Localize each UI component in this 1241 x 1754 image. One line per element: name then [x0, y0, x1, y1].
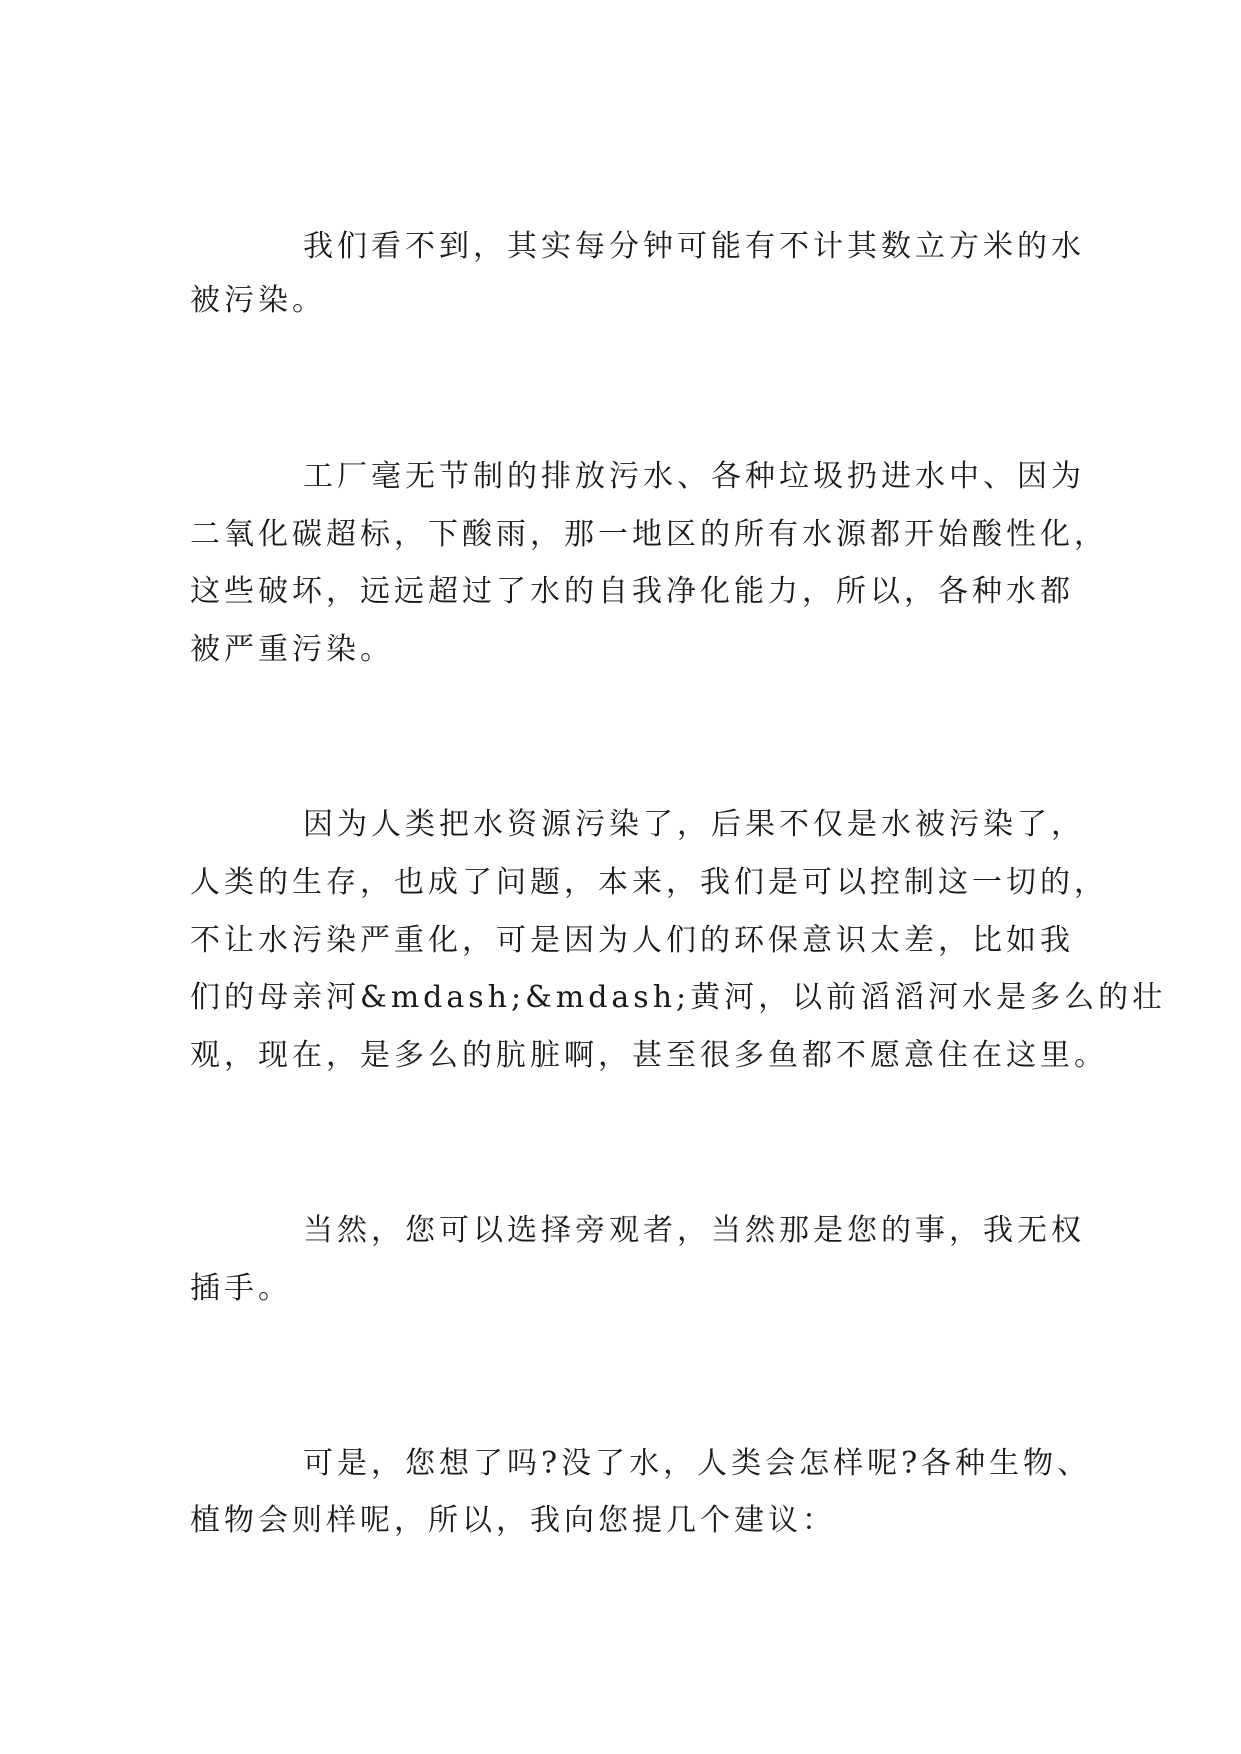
paragraph-line: 这些破坏，远远超过了水的自我净化能力，所以，各种水都 — [190, 574, 1074, 609]
paragraph-line: 不让水污染严重化，可是因为人们的环保意识太差，比如我 — [190, 923, 1074, 958]
paragraph-line: 可是，您想了吗?没了水，人类会怎样呢?各种生物、 — [303, 1446, 1092, 1481]
paragraph-line: 观，现在，是多么的肮脏啊，甚至很多鱼都不愿意住在这里。 — [190, 1038, 1108, 1073]
paragraph-line: 二氧化碳超标，下酸雨，那一地区的所有水源都开始酸性化， — [190, 517, 1108, 552]
paragraph-line: 植物会则样呢，所以，我向您提几个建议： — [190, 1503, 836, 1538]
paragraph-line: 当然，您可以选择旁观者，当然那是您的事，我无权 — [303, 1213, 1085, 1248]
paragraph-line: 因为人类把水资源污染了，后果不仅是水被污染了， — [303, 807, 1085, 842]
paragraph-line: 插手。 — [190, 1271, 292, 1306]
paragraph-line: 工厂毫无节制的排放污水、各种垃圾扔进水中、因为 — [303, 459, 1085, 494]
paragraph-line: 我们看不到，其实每分钟可能有不计其数立方米的水 — [303, 229, 1085, 264]
paragraph-line: 人类的生存，也成了问题，本来，我们是可以控制这一切的， — [190, 865, 1108, 900]
paragraph-line: 们的母亲河&mdash;&mdash;黄河，以前滔滔河水是多么的壮 — [190, 980, 1167, 1015]
paragraph-line: 被污染。 — [190, 283, 326, 318]
paragraph-line: 被严重污染。 — [190, 632, 394, 667]
